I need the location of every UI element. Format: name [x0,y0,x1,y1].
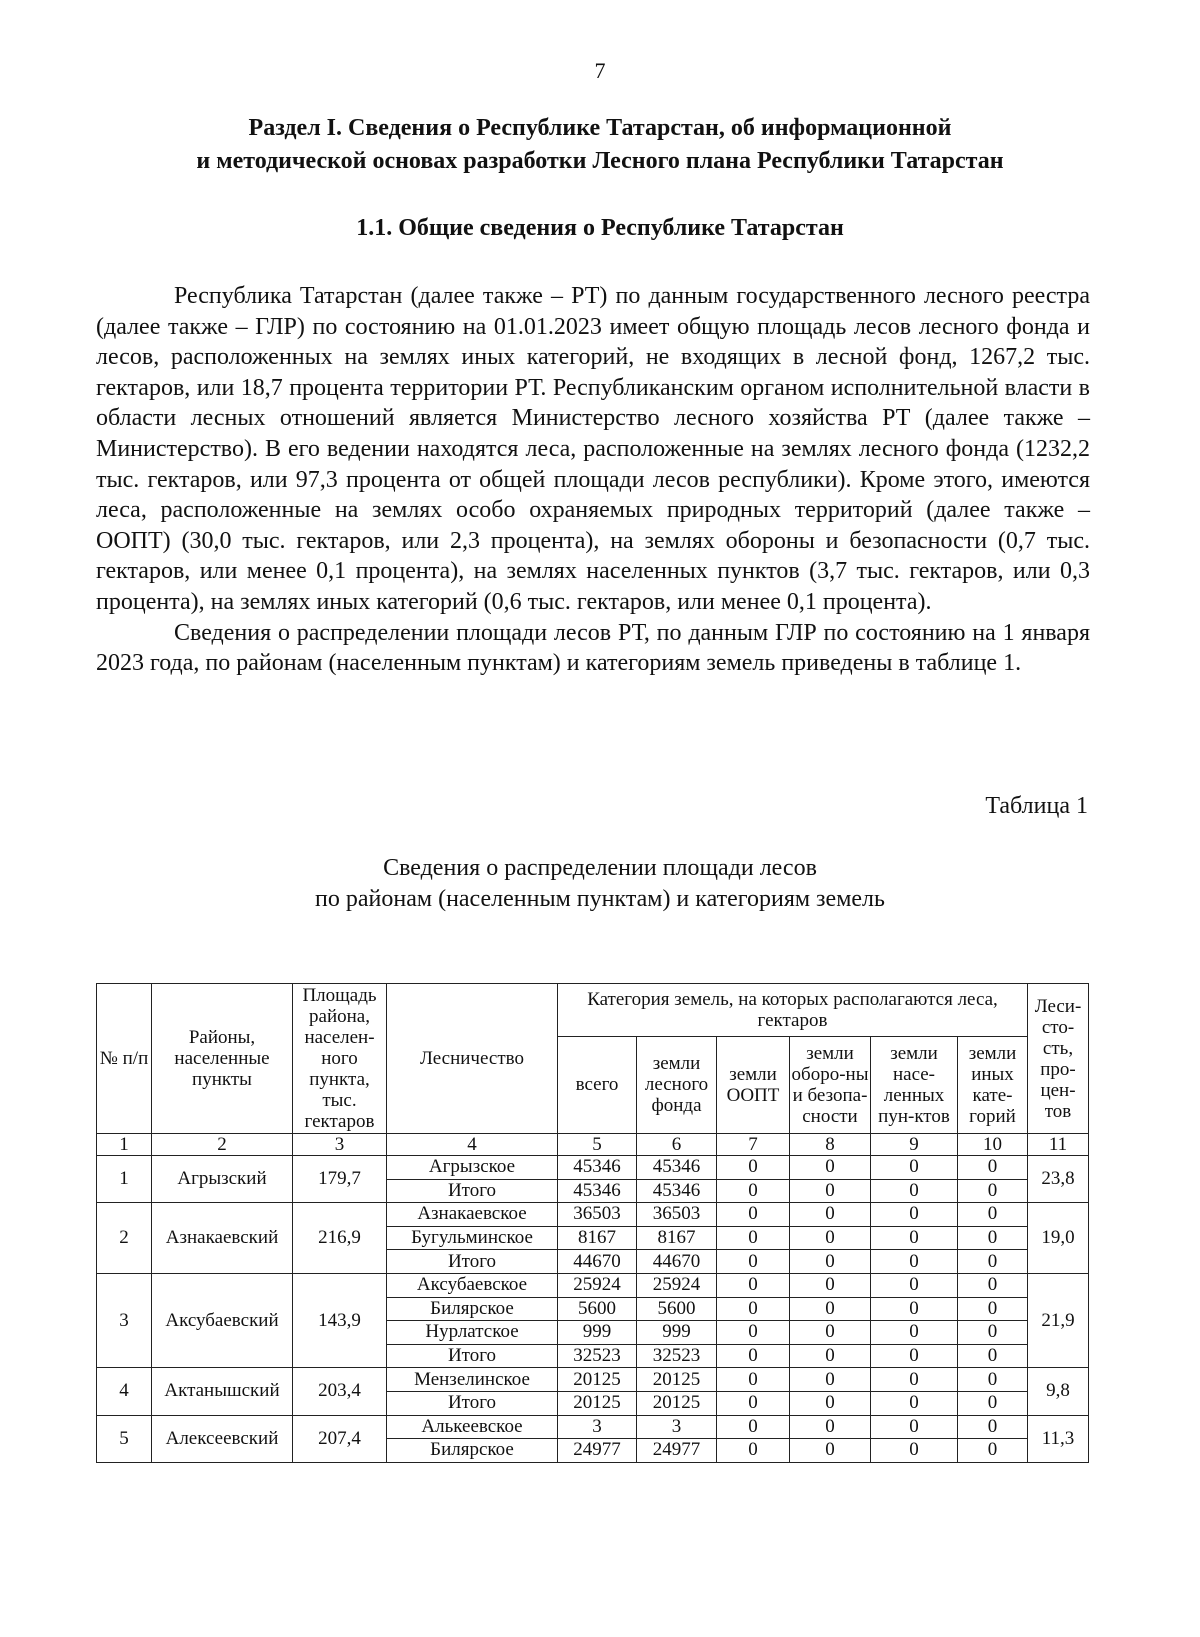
cell-other: 0 [958,1391,1028,1415]
page-number: 7 [594,58,606,83]
cell-settlements: 0 [871,1368,958,1392]
cell-total: 20125 [558,1368,637,1392]
forest-distribution-table [96,983,1089,1463]
table-title-line-1: Сведения о распределении площади лесов [383,855,817,881]
forestry-name: Азнакаевское [387,1203,558,1227]
cell-forest-fund: 3 [637,1415,717,1439]
cell-oopt: 0 [717,1226,790,1250]
cell-total: 24977 [558,1439,637,1463]
cell-oopt: 0 [717,1179,790,1203]
cell-defense: 0 [790,1250,871,1274]
cell-defense: 0 [790,1179,871,1203]
cell-settlements: 0 [871,1179,958,1203]
section-title-line-2: и методической основах разработки Лесного плана Республики Татарстан [196,148,1004,174]
cell-total: 45346 [558,1179,637,1203]
cell-total: 44670 [558,1250,637,1274]
table-row [97,1273,1089,1297]
section-title-line-1: Раздел I. Сведения о Республике Татарстан, об информационной [248,115,952,141]
header-settlements: земли насе-ленных пун-ктов [871,1036,958,1133]
cell-other: 0 [958,1368,1028,1392]
cell-settlements: 0 [871,1439,958,1463]
cell-defense: 0 [790,1391,871,1415]
cell-forest-fund: 25924 [637,1273,717,1297]
district-num: 4 [97,1368,152,1415]
paragraph-1: Республика Татарстан (далее также – РТ) по данным государственного лесного реестра (далее также – ГЛР) по состоянию на 01.01.2023 имеет общую площадь лесов лесного фонда и лесов, расположенных на землях иных категорий, не входящих в лесной фонд, 1267,2 тыс. гектаров, или 18,7 процента территории РТ. Республиканским органом исполнительной власти в области лесных отношений является Министерство лесного хозяйства РТ (далее также – Министерство). В его ведении находятся леса, расположенные на землях лесного фонда (1232,2 тыс. гектаров, или 97,3 процента от общей площади лесов республики). Кроме этого, имеются леса, расположенные на землях особо охраняемых природных территорий (далее также – ООПТ) (30,0 тыс. гектаров, или 2,3 процента), на землях обороны и безопасности (0,7 тыс. гектаров, или менее 0,1 процента), на землях населенных пунктов (3,7 тыс. гектаров, или 0,3 процента), на землях иных категорий (0,6 тыс. гектаров, или менее 0,1 процента). [96,283,1090,615]
district-area: 143,9 [293,1273,387,1367]
cell-oopt: 0 [717,1273,790,1297]
cell-other: 0 [958,1203,1028,1227]
cell-forest-fund: 20125 [637,1391,717,1415]
cell-defense: 0 [790,1439,871,1463]
district-num: 1 [97,1156,152,1203]
cell-settlements: 0 [871,1391,958,1415]
cell-other: 0 [958,1179,1028,1203]
cell-other: 0 [958,1226,1028,1250]
cell-other: 0 [958,1321,1028,1345]
column-number: 3 [293,1134,387,1156]
forestry-name: Итого [387,1344,558,1368]
forestry-name: Итого [387,1250,558,1274]
column-number: 7 [717,1134,790,1156]
section-title [0,112,1200,178]
cell-other: 0 [958,1250,1028,1274]
cell-defense: 0 [790,1415,871,1439]
cell-defense: 0 [790,1344,871,1368]
cell-oopt: 0 [717,1344,790,1368]
column-number: 4 [387,1134,558,1156]
cell-total: 999 [558,1321,637,1345]
body-text [96,281,1090,679]
cell-forest-fund: 36503 [637,1203,717,1227]
cell-forest-fund: 24977 [637,1439,717,1463]
cell-oopt: 0 [717,1250,790,1274]
table-row [97,1368,1089,1392]
district-area: 216,9 [293,1203,387,1274]
cell-oopt: 0 [717,1368,790,1392]
paragraph-2: Сведения о распределении площади лесов РТ, по данным ГЛР по состоянию на 1 января 2023 года, по районам (населенным пунктам) и категориям земель приведены в таблице 1. [96,619,1090,677]
column-number: 9 [871,1134,958,1156]
cell-forest-fund: 45346 [637,1179,717,1203]
district-forest-cover: 19,0 [1028,1203,1089,1274]
cell-forest-fund: 44670 [637,1250,717,1274]
district-forest-cover: 21,9 [1028,1273,1089,1367]
cell-settlements: 0 [871,1226,958,1250]
cell-total: 25924 [558,1273,637,1297]
cell-settlements: 0 [871,1321,958,1345]
header-num: № п/п [97,984,152,1134]
forestry-name: Итого [387,1391,558,1415]
district-name: Азнакаевский [152,1203,293,1274]
cell-total: 32523 [558,1344,637,1368]
district-area: 179,7 [293,1156,387,1203]
header-area: Площадь района, населен-ного пункта, тыс. гектаров [293,984,387,1134]
forestry-name: Билярское [387,1297,558,1321]
cell-defense: 0 [790,1226,871,1250]
cell-oopt: 0 [717,1297,790,1321]
cell-forest-fund: 45346 [637,1156,717,1180]
cell-forest-fund: 32523 [637,1344,717,1368]
district-name: Аксубаевский [152,1273,293,1367]
cell-other: 0 [958,1344,1028,1368]
cell-defense: 0 [790,1368,871,1392]
district-name: Агрызский [152,1156,293,1203]
forestry-name: Билярское [387,1439,558,1463]
column-number: 5 [558,1134,637,1156]
cell-total: 8167 [558,1226,637,1250]
column-number: 1 [97,1134,152,1156]
district-area: 203,4 [293,1368,387,1415]
district-name: Алексеевский [152,1415,293,1462]
cell-oopt: 0 [717,1321,790,1345]
forestry-name: Алькеевское [387,1415,558,1439]
cell-oopt: 0 [717,1156,790,1180]
column-number: 10 [958,1134,1028,1156]
cell-forest-fund: 8167 [637,1226,717,1250]
district-area: 207,4 [293,1415,387,1462]
cell-settlements: 0 [871,1203,958,1227]
district-num: 3 [97,1273,152,1367]
header-oopt: земли ООПТ [717,1036,790,1133]
table-row [97,1156,1089,1180]
district-name: Актанышский [152,1368,293,1415]
forestry-name: Мензелинское [387,1368,558,1392]
cell-oopt: 0 [717,1391,790,1415]
table-title [0,853,1200,915]
cell-total: 5600 [558,1297,637,1321]
forestry-name: Итого [387,1179,558,1203]
cell-settlements: 0 [871,1156,958,1180]
forestry-name: Бугульминское [387,1226,558,1250]
cell-oopt: 0 [717,1439,790,1463]
table-label: Таблица 1 [985,793,1088,819]
cell-settlements: 0 [871,1415,958,1439]
table-row [97,1203,1089,1227]
district-num: 2 [97,1203,152,1274]
district-forest-cover: 23,8 [1028,1156,1089,1203]
cell-defense: 0 [790,1321,871,1345]
cell-defense: 0 [790,1297,871,1321]
district-forest-cover: 9,8 [1028,1368,1089,1415]
forestry-name: Нурлатское [387,1321,558,1345]
cell-settlements: 0 [871,1297,958,1321]
cell-total: 36503 [558,1203,637,1227]
header-district: Районы, населенные пункты [152,984,293,1134]
cell-settlements: 0 [871,1250,958,1274]
column-number: 11 [1028,1134,1089,1156]
cell-defense: 0 [790,1203,871,1227]
header-other: земли иных кате-горий [958,1036,1028,1133]
cell-oopt: 0 [717,1415,790,1439]
cell-forest-fund: 20125 [637,1368,717,1392]
cell-other: 0 [958,1273,1028,1297]
cell-total: 45346 [558,1156,637,1180]
column-number: 2 [152,1134,293,1156]
header-forestry: Лесничество [387,984,558,1134]
cell-total: 20125 [558,1391,637,1415]
subsection-title: 1.1. Общие сведения о Республике Татарстан [356,215,844,241]
cell-defense: 0 [790,1156,871,1180]
column-number: 8 [790,1134,871,1156]
cell-other: 0 [958,1415,1028,1439]
forestry-name: Аксубаевское [387,1273,558,1297]
header-forest-fund: земли лесного фонда [637,1036,717,1133]
header-total: всего [558,1036,637,1133]
cell-other: 0 [958,1297,1028,1321]
table-title-line-2: по районам (населенным пунктам) и категориям земель [315,886,885,912]
header-category-group: Категория земель, на которых располагаются леса, гектаров [558,984,1028,1037]
cell-settlements: 0 [871,1344,958,1368]
column-number-row [97,1134,1089,1156]
cell-settlements: 0 [871,1273,958,1297]
district-num: 5 [97,1415,152,1462]
cell-defense: 0 [790,1273,871,1297]
header-forest-cover: Леси-сто-сть, про-цен-тов [1028,984,1089,1134]
district-forest-cover: 11,3 [1028,1415,1089,1462]
forestry-name: Агрызское [387,1156,558,1180]
cell-forest-fund: 999 [637,1321,717,1345]
cell-other: 0 [958,1439,1028,1463]
cell-forest-fund: 5600 [637,1297,717,1321]
cell-total: 3 [558,1415,637,1439]
header-defense: земли оборо-ны и безопа-сности [790,1036,871,1133]
table-row [97,1415,1089,1439]
cell-oopt: 0 [717,1203,790,1227]
cell-other: 0 [958,1156,1028,1180]
column-number: 6 [637,1134,717,1156]
